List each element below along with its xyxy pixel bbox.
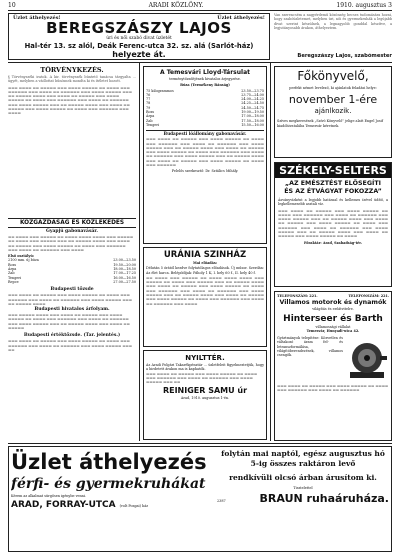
urania-section: URÁNIA SZINHÁZ Mai előadás: Délután 5 órától kezdve folytatólagos előadások. Új műsor. Szerdán: Az élet harca. Belépődíjak: Páholy 1 K, I. hely 60 f., II. hely 40 f. ▬▬ ▬▬▬▬ ▬▬▬ ▬▬▬▬▬ ▬▬ ▬▬▬▬ ▬▬▬▬ ▬▬▬▬ ▬▬▬ ▬▬▬▬▬ ▬▬ ▬▬▬▬ ▬▬▬ ▬▬▬▬▬ ▬▬▬ ▬▬ ▬▬▬▬▬ ▬▬▬▬ ▬▬▬ ▬▬▬▬ ▬▬ ▬▬▬▬▬ ▬▬▬ ▬▬▬▬ ▬▬▬▬▬ ▬▬ ▬▬▬▬ ▬▬▬ ▬▬▬▬▬▬ ▬▬▬ ▬▬▬▬ ▬▬ ▬▬▬▬▬▬ ▬▬▬ ▬▬▬▬ ▬▬▬▬▬ ▬▬▬ ▬▬ ▬▬▬▬▬ ▬▬▬▬ ▬▬▬ ▬▬▬▬ ▬▬ ▬▬▬▬▬ ▬▬▬ ▬▬▬▬ ▬▬▬▬▬ ▬▬ ▬▬▬▬ ▬▬▬ ▬▬▬▬▬▬ ▬▬▬ ▬▬▬▬ ▬▬ ▬▬▬▬▬▬ ▬▬▬ ▬▬▬▬: [143, 247, 267, 347]
phone-right: TELEFONSZÁM: 221.: [348, 294, 389, 298]
bottom-rule: [8, 443, 392, 444]
fokonyvelo-text: perfekt német levelező, ki ajánlatok feladási helye:: [289, 86, 377, 90]
braun-center-small: Tisztelettel: [293, 486, 313, 490]
villamos-firm: Hinterseer és Barth: [283, 313, 383, 324]
ad-tag-left: Üzlet áthelyezés!: [13, 15, 61, 21]
fokonyvelo-big: november 1-ére: [288, 93, 378, 107]
nyiltter-date: Arad, 1910. augusztus 1-én.: [180, 396, 230, 401]
kozgazdasag-footer: Budapesti értéktőzsde. (Tar. jelentés.): [23, 333, 121, 339]
price-table: [8, 258, 136, 284]
urania-subtitle: Mai előadás:: [192, 261, 218, 265]
temesvari-title: A Temesvári Lloyd-Társulat: [159, 69, 250, 76]
temesvari-table: [146, 89, 264, 128]
temesvari-section-title: Búza (Termékeny Bánság): [180, 83, 230, 88]
kozgazdasag-section: KÖZGAZDASÁG ÉS KÖZLEKEDÉS Gyapjú gabonavásár. ▬▬ ▬▬▬▬ ▬▬▬ ▬▬▬▬▬ ▬▬ ▬▬▬▬ ▬▬▬▬ ▬▬▬▬ ▬▬▬ ▬▬▬▬▬ ▬▬ ▬▬▬▬ ▬▬▬ ▬▬▬▬▬ ▬▬▬ ▬▬ ▬▬▬▬▬ ▬▬▬▬ ▬▬▬ ▬▬▬▬ ▬▬ ▬▬▬▬▬ ▬▬▬ ▬▬▬▬ ▬▬▬▬▬ ▬▬ ▬▬▬▬ ▬▬▬ ▬▬▬▬▬▬ ▬▬▬ ▬▬▬▬ ▬▬ ▬▬▬▬▬▬ ▬▬▬ ▬▬▬▬ Első osztályú: 2100 mm. új búza 23.00—23.50 Rozs 19.50—20.00 Árpa 18.00—18.50 Zab 17.00—17.25 Tengeri 16.00—16.50 Repce 27.00—27.50 Budapesti tőzsde ▬▬▬ ▬▬▬▬ ▬▬ ▬▬▬▬▬ ▬▬▬ ▬▬▬▬ ▬▬▬▬▬ ▬▬ ▬▬▬▬ ▬▬▬ ▬▬▬▬▬▬ ▬▬▬ ▬▬▬▬ ▬▬ ▬▬▬▬▬▬ ▬▬▬ ▬▬▬▬ ▬▬▬▬▬ ▬▬▬ ▬▬ ▬▬▬▬▬ ▬▬▬▬ Budapesti hivatalos árfolyam. ▬▬▬ ▬▬▬▬▬ ▬▬▬▬ ▬▬▬ ▬▬▬▬ ▬▬ ▬▬▬▬▬ ▬▬▬ ▬▬▬▬ ▬▬▬▬▬ ▬▬ ▬▬▬▬ ▬▬▬ ▬▬▬▬▬▬ ▬▬▬ ▬▬▬▬ ▬▬ ▬▬▬▬▬▬ ▬▬▬ ▬▬▬▬ ▬▬▬▬▬ ▬▬▬ ▬▬ ▬▬▬▬▬ ▬▬▬▬ ▬▬▬ ▬▬▬▬ ▬▬ ▬▬▬▬▬ Budapesti értéktőzsde. (Tar. jelentés.) ▬▬▬ ▬▬▬▬ ▬▬ ▬▬▬▬▬ ▬▬▬ ▬▬▬▬ ▬▬▬▬▬ ▬▬ ▬▬▬▬ ▬▬▬ ▬▬▬▬▬▬ ▬▬▬ ▬▬▬▬ ▬▬ ▬▬▬▬▬▬ ▬▬▬ ▬▬▬▬ ▬▬▬▬▬ ▬▬▬ ▬▬: [8, 220, 136, 352]
torvenykezes-section: TÖRVÉNYKEZÉS. § Törvényszéki iratok. A kir. törvényszék büntető tanácsa tárgyalta ... ügyét, melyben a vádlottat bűnösnek mondta ki és ítéletet hozott. ▬▬▬ ▬▬▬▬ ▬▬ ▬▬▬▬▬ ▬▬▬ ▬▬▬▬ ▬▬▬▬▬ ▬▬ ▬▬▬▬ ▬▬▬ ▬▬▬▬▬▬ ▬▬▬ ▬▬▬▬ ▬▬ ▬▬▬▬▬▬ ▬▬▬ ▬▬▬▬ ▬▬▬▬▬ ▬▬▬ ▬▬ ▬▬▬▬▬ ▬▬▬▬ ▬▬▬ ▬▬▬▬ ▬▬ ▬▬▬▬▬ ▬▬▬ ▬▬▬▬ ▬▬▬▬▬ ▬▬ ▬▬▬▬ ▬▬▬ ▬▬▬▬▬▬ ▬▬▬ ▬▬▬▬ ▬▬ ▬▬▬▬▬▬ ▬▬▬ ▬▬▬▬ ▬▬▬▬▬ ▬▬▬ ▬▬ ▬▬▬▬▬ ▬▬▬▬ ▬▬▬ ▬▬▬▬ ▬▬ ▬▬▬▬▬ ▬▬▬ ▬▬▬▬ ▬▬▬▬▬ ▬▬ ▬▬▬▬ ▬▬▬ ▬▬▬▬▬▬ ▬▬▬ ▬▬▬▬: [8, 66, 136, 116]
ad-tag-right: Üzlet áthelyezés!: [217, 15, 265, 21]
table-row: Tengeri 15.50—16.00: [146, 122, 264, 127]
szekely-line1: „AZ EMÉSZTÉST ELŐSEGÍTI: [284, 180, 381, 187]
price-row: Repce 27.00—27.50: [8, 279, 136, 284]
price-table-head: Első osztályú:: [8, 254, 35, 259]
braun-right1: folytán mai naptól, egész augusztus hó 5-ig összes raktáron levő: [221, 449, 385, 468]
villamos-firm-sub: villamossági vállalat: [315, 324, 351, 329]
braun-number: 2387: [217, 499, 226, 504]
page-number: 10: [8, 2, 16, 9]
ad-address: Hal-tér 13. sz alól, Deák Ferenc-utca 32. sz. alá (Sarlót-ház): [24, 42, 254, 50]
table-row: Zab 17.50—18.00: [146, 118, 264, 123]
szekely-title: SZÉKELY-SELTERS: [275, 163, 391, 178]
fokonyvelo-small: Szíves megkeresések „Szívó Könyvelő” jelige alatt Engel Josif kiadóhivatalába Temesvár kéretnek.: [277, 119, 383, 128]
dynamo-icon: [346, 336, 388, 382]
braun-right2: rendkívüli olcsó árban árusítom ki.: [229, 473, 377, 482]
kozgazdasag-title: KÖZGAZDASÁG ÉS KÖZLEKEDÉS: [8, 218, 136, 228]
szekely-text: Ásványvízként a legjobb hatással és kellemes ízével üdítő, a legkellemesebb asztali víz.: [278, 198, 388, 207]
kozgazdasag-subtitle-3: Budapesti hivatalos árfolyam.: [34, 307, 110, 313]
nyiltter-text: Az Aradi Polgári Takarékpénztár ... üzletfeleit figyelmeztetjük, hogy a hirdetett árakon ma is kaphatók.: [146, 363, 264, 372]
villamos-addr: Temesvár, Hunyadi-utca 42.: [306, 328, 360, 333]
column-rule-2: [270, 63, 271, 441]
table-row: 78 24.25—24.50: [146, 101, 264, 106]
braun-mid: férfi- és gyermekruhákat: [11, 476, 206, 492]
price-row: Zab 17.00—17.25: [8, 271, 136, 276]
nyiltter-title: NYILTTÉR.: [185, 354, 225, 362]
temesvari-subtitle: terménytőzsdéjének hivatalos árjegyzése.: [169, 77, 241, 81]
ad-subtitle: úri és női szabó divat üzletét: [106, 36, 172, 41]
kozgazdasag-subtitle: Gyapjú gabonavásár.: [46, 229, 98, 234]
braun-right3: BRAUN ruhaáruháza.: [259, 492, 389, 506]
table-row: Árpa 17.00—18.00: [146, 114, 264, 119]
torvenykezes-body: § Törvényszéki iratok. A kir. törvényszék büntető tanácsa tárgyalta ... ügyét, melyben a vádlottat bűnösnek mondta ki és ítéletet hozott.: [8, 75, 136, 84]
phone-left: TELEFONSZÁM: 221.: [277, 294, 318, 298]
torvenykezes-title: TÖRVÉNYKEZÉS.: [40, 66, 104, 74]
braun-addr: ARAD, FORRAY-UTCA: [11, 500, 116, 511]
fokonyvelo-ad: [274, 66, 392, 158]
editor-note: Felelős szerkesztő: Dr. Sztálics Mihály.: [171, 169, 239, 174]
beregszaszy-ad: [8, 13, 270, 60]
nyiltter-section: NYILTTÉR. Az Aradi Polgári Takarékpénztár ... üzletfeleit figyelmeztetjük, hogy a hirdetett árakon ma is kaphatók. ▬▬▬ ▬▬▬▬ ▬▬ ▬▬▬▬▬ ▬▬▬ ▬▬▬▬ ▬▬▬▬▬ ▬▬ ▬▬▬▬ ▬▬▬ ▬▬▬▬▬▬ ▬▬▬ ▬▬▬▬ ▬▬ ▬▬▬▬▬▬ ▬▬▬ ▬▬▬▬ ▬▬▬▬▬ ▬▬▬ ▬▬ REINIGER SAMU úr Arad, 1910. augusztus 1-én.: [143, 350, 267, 440]
braun-big: Üzlet áthelyezés: [11, 450, 207, 474]
urania-text: Délután 5 órától kezdve folytatólagos előadások. Új műsor. Szerdán: Az élet harca. Belépődíjak: Páholy 1 K, I. hely 60 f., II. hely 40 f.: [146, 266, 264, 275]
szekely-line2: ÉS AZ ÉTVÁGYAT FOKOZZA”: [284, 188, 382, 195]
villamos-title: Villamos motorok és dynamók: [279, 299, 387, 307]
budapest-title: Budapesti lóállomány gabonavásár.: [146, 130, 264, 137]
issue-date: 1910. augusztus 3: [336, 2, 392, 9]
temesvari-section: A Temesvári Lloyd-Társulat terménytőzsdéjének hivatalos árjegyzése. Búza (Termékeny Bánság) 75 kilogrammos 23.50—23.75 76 23.75—24.00 77 24.00—24.25 78 24.25—24.50 79 24.50—24.75 Rozs 19.00—19.50 Árpa 17.00—18.00 Zab 17.50—18.00 Tengeri 15.50—16.00 Budapesti lóállomány gabonavásár. ▬▬▬ ▬▬▬▬ ▬▬ ▬▬▬▬▬ ▬▬▬ ▬▬▬▬ ▬▬▬▬▬ ▬▬ ▬▬▬▬ ▬▬▬ ▬▬▬▬▬▬ ▬▬▬ ▬▬▬▬ ▬▬ ▬▬▬▬▬▬ ▬▬▬ ▬▬▬▬ ▬▬▬▬▬ ▬▬▬ ▬▬ ▬▬▬▬▬ ▬▬▬▬ ▬▬▬ ▬▬▬▬ ▬▬ ▬▬▬▬▬ ▬▬▬ ▬▬▬▬ ▬▬▬▬▬ ▬▬ ▬▬▬▬ ▬▬▬ ▬▬▬▬▬▬ ▬▬▬ ▬▬▬▬ ▬▬ ▬▬▬▬▬▬ ▬▬▬ ▬▬▬▬ ▬▬▬▬▬ ▬▬▬ ▬▬ ▬▬▬▬▬ ▬▬▬▬ ▬▬▬ ▬▬▬▬ ▬▬ ▬▬▬▬▬ ▬▬▬ ▬▬▬▬ ▬▬▬▬▬ ▬▬ ▬▬▬▬ ▬▬▬ ▬▬▬▬▬▬ Felelős szerkesztő: Dr. Sztálics Mihály.: [143, 66, 267, 244]
table-row: 75 kilogrammos 23.50—23.75: [146, 88, 264, 93]
price-row: Tengeri 16.00—16.50: [8, 275, 136, 280]
beregszaszy-right-text: Van szerencsém a nagyérdemű közönség becses tudomására hozni, hogy szabóüzletemet, melyben úri, női és gyermekruhák a legújabb divat szerint készülnek, a legnagyobb gonddal készítve, a legjutányosabb árakon, áthelyeztem.: [274, 13, 392, 30]
kozgazdasag-subtitle-2: Budapesti tőzsde: [50, 287, 94, 293]
braun-left-small: Kérem az alkalmat sürgősen igénybe venni.: [11, 494, 87, 498]
nyiltter-firm: REINIGER SAMU úr: [162, 386, 248, 396]
table-row: 76 23.75—24.00: [146, 92, 264, 97]
table-row: Rozs 19.00—19.50: [146, 110, 264, 115]
villamos-ad: TELEFONSZÁM: 221. TELEFONSZÁM: 221. Villamos motorok és dynamók világítás és erőátvitelre. Hinterseer és Barth villamossági vállalat Temesvár, Hunyadi-utca 42. Gyártmányok telepítése: Közvetlen és váltakozó áram fel- és letranszformálása, világítóberendezések, villamos csengők. ▬▬▬ ▬▬▬▬ ▬▬ ▬▬▬▬▬ ▬▬▬ ▬▬▬▬ ▬▬▬▬▬ ▬▬ ▬▬▬▬ ▬▬▬ ▬▬▬▬▬▬ ▬▬▬ ▬▬▬▬ ▬▬ ▬▬▬▬▬▬: [274, 291, 392, 441]
ad-name: BEREGSZÁSZY LAJOS: [46, 19, 232, 37]
price-row: Árpa 18.00—18.50: [8, 267, 136, 272]
price-row: 2100 mm. új búza 23.00—23.50: [8, 258, 136, 263]
fokonyvelo-title: Főkönyvelő,: [297, 69, 369, 83]
braun-ad: [8, 446, 392, 552]
price-row: Rozs 19.50—20.00: [8, 262, 136, 267]
szekely-footer: Főraktár: Arad, Szabadság-tér.: [304, 240, 362, 245]
ad-closing: helyezte át.: [112, 50, 166, 59]
urania-title: URÁNIA SZINHÁZ: [163, 250, 247, 260]
beregszaszy-signature: Beregszászy Lajos, szabómester: [297, 53, 392, 59]
column-rule-1: [139, 63, 140, 441]
braun-addr-small: (volt Posgai) ház: [119, 504, 149, 509]
table-row: 77 24.00—24.25: [146, 97, 264, 102]
fokonyvelo-big2: ajánlkozik.: [314, 107, 352, 116]
top-rule: [8, 62, 392, 63]
villamos-subtitle: világítás és erőátvitelre.: [312, 307, 354, 312]
paper-name: ARADI KÖZLÖNY.: [148, 2, 204, 9]
table-row: 79 24.50—24.75: [146, 105, 264, 110]
villamos-text: Gyártmányok telepítése: Közvetlen és váltakozó áram fel- és letranszformálása, világítóberendezések, villamos csengők.: [277, 336, 343, 358]
page-header: [8, 2, 392, 11]
szekely-ad: SZÉKELY-SELTERS „AZ EMÉSZTÉST ELŐSEGÍTI ÉS AZ ÉTVÁGYAT FOKOZZA” Ásványvízként a legjobb hatással és kellemes ízével üdítő, a legkellemesebb asztali víz. ▬▬▬ ▬▬▬▬ ▬▬ ▬▬▬▬▬ ▬▬▬ ▬▬▬▬ ▬▬▬▬▬ ▬▬ ▬▬▬▬ ▬▬▬ ▬▬▬▬▬▬ ▬▬▬ ▬▬▬▬ ▬▬ ▬▬▬▬▬▬ ▬▬▬ ▬▬▬▬ ▬▬▬▬▬ ▬▬▬ ▬▬ ▬▬▬▬▬ ▬▬▬▬ ▬▬▬ ▬▬▬▬ ▬▬ ▬▬▬▬▬ ▬▬▬ ▬▬▬▬ ▬▬▬▬▬ ▬▬ ▬▬▬▬ ▬▬▬ ▬▬▬▬▬▬ ▬▬▬ ▬▬▬▬ ▬▬ ▬▬▬▬▬▬ ▬▬▬ ▬▬▬▬ ▬▬▬▬▬ ▬▬▬ ▬▬ ▬▬▬▬▬ ▬▬▬▬ ▬▬▬ ▬▬▬▬ ▬▬ ▬▬▬▬▬ ▬▬▬ ▬▬▬▬ ▬▬▬▬▬ ▬▬ ▬▬▬▬ Főraktár: Arad, Szabadság-tér.: [274, 162, 392, 287]
